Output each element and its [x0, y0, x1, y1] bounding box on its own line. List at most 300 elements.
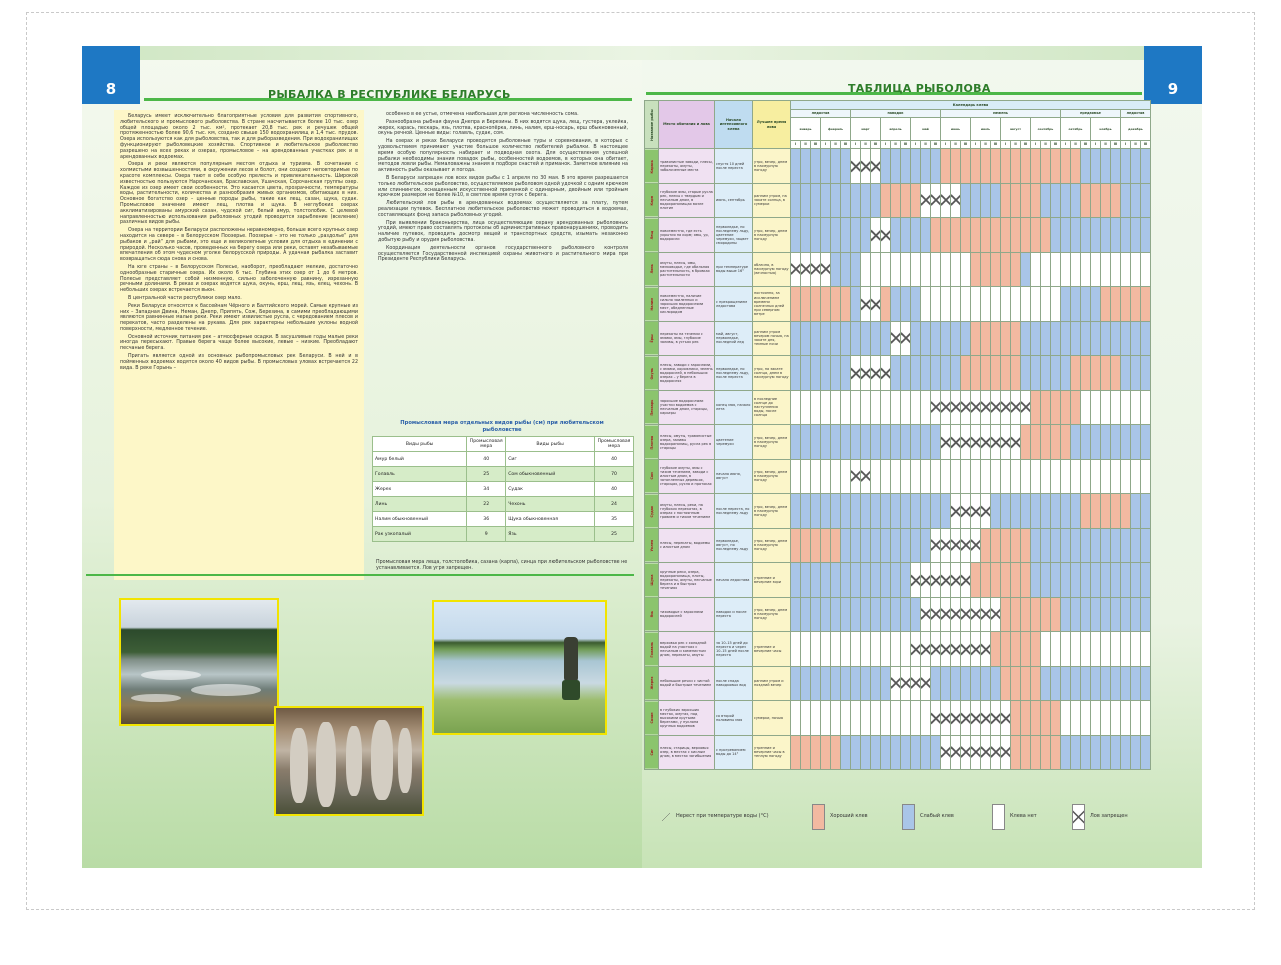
decade-header: II [891, 141, 901, 149]
bite-cell [1081, 666, 1091, 701]
bite-cell [901, 701, 911, 736]
bite-cell [1021, 390, 1031, 425]
bite-cell [1101, 735, 1111, 770]
bite-cell [931, 321, 941, 356]
decade-header: II [981, 141, 991, 149]
bite-cell [1121, 597, 1131, 632]
bite-cell [871, 597, 881, 632]
bite-cell [841, 494, 851, 529]
bite-cell [1021, 701, 1031, 736]
bite-cell [931, 494, 941, 529]
table-row [645, 666, 1151, 701]
bite-cell [1081, 183, 1091, 218]
bite-cell [961, 287, 971, 322]
bite-cell [1091, 494, 1101, 529]
bite-cell [911, 597, 921, 632]
bite-cell [811, 735, 821, 770]
decade-header: I [1091, 141, 1101, 149]
bite-cell [861, 252, 871, 287]
right-top-band [642, 46, 1202, 60]
size-cell: 40 [595, 482, 634, 497]
habitat-cell: омуты, плесы, реки, на глубоких перекатах, в озерах с постоянным гравием и тихим течением [659, 494, 715, 529]
best-time-cell: утро, вечер, днем в пасмурную погоду [753, 597, 791, 632]
bite-cell [851, 252, 861, 287]
bite-cell [1141, 425, 1151, 460]
decade-header: III [1141, 141, 1151, 149]
bite-cell [981, 701, 991, 736]
bite-cell [1051, 287, 1061, 322]
decade-header: III [841, 141, 851, 149]
size-cell: 9 [467, 527, 506, 542]
decade-header: II [831, 141, 841, 149]
bite-cell [931, 183, 941, 218]
bite-cell [831, 632, 841, 667]
bite-cell [1021, 597, 1031, 632]
month-header: март [851, 118, 881, 141]
table-row [645, 321, 1151, 356]
bite-cell [991, 597, 1001, 632]
bite-cell [1031, 459, 1041, 494]
species-cell: Линь [373, 497, 467, 512]
bite-cell [1011, 425, 1021, 460]
fish-name: Ёрш [645, 321, 659, 356]
bite-cell [861, 287, 871, 322]
bite-cell [941, 597, 951, 632]
bite-cell [901, 149, 911, 184]
bite-cell [971, 701, 981, 736]
bite-cell [871, 563, 881, 598]
bite-cell [1111, 735, 1121, 770]
bite-cell [1021, 218, 1031, 253]
bite-cell [971, 563, 981, 598]
table-row [645, 252, 1151, 287]
bite-cell [871, 321, 881, 356]
bite-cell [1041, 563, 1051, 598]
bite-cell [1061, 459, 1071, 494]
bite-cell [1011, 528, 1021, 563]
bite-start-cell: с прекращением ледостава [715, 287, 753, 322]
bite-cell [831, 218, 841, 253]
bite-cell [1131, 494, 1141, 529]
sizes-table-title: Промысловая мера отдельных видов рыбы (см) при любительском рыболовстве [400, 420, 604, 433]
bite-cell [941, 218, 951, 253]
bite-cell [1081, 494, 1091, 529]
bite-cell [1021, 149, 1031, 184]
river-rapids-photo [119, 598, 279, 726]
habitat-cell: повсеместно, наличие сильно заиленных и заросших водорослями мест, обедненные кислородом [659, 287, 715, 322]
bite-cell [961, 666, 971, 701]
bite-cell [1001, 321, 1011, 356]
bite-cell [1001, 390, 1011, 425]
bite-cell [951, 149, 961, 184]
bite-cell [891, 459, 901, 494]
bite-cell [1051, 149, 1061, 184]
bite-cell [801, 459, 811, 494]
bite-cell [1101, 459, 1111, 494]
bite-cell [831, 494, 841, 529]
column-header: Виды рыбы [506, 437, 595, 452]
decade-header: III [901, 141, 911, 149]
decade-header: II [1131, 141, 1141, 149]
bite-cell [1131, 735, 1141, 770]
bite-cell [901, 563, 911, 598]
bite-cell [891, 597, 901, 632]
bite-cell [1031, 149, 1041, 184]
bite-cell [1141, 356, 1151, 391]
bite-cell [961, 390, 971, 425]
bite-cell [961, 218, 971, 253]
bite-cell [1141, 494, 1151, 529]
table-row [645, 218, 1151, 253]
bite-cell [861, 735, 871, 770]
species-cell: Сом обыкновенный [506, 467, 595, 482]
bite-cell [1031, 356, 1041, 391]
habitat-cell: плесы, перекаты, водоемы с илистым дном [659, 528, 715, 563]
bite-cell [991, 459, 1001, 494]
bite-cell [1051, 425, 1061, 460]
bite-cell [821, 735, 831, 770]
bite-cell [991, 425, 1001, 460]
bite-cell [1121, 218, 1131, 253]
bite-cell [821, 494, 831, 529]
best-time-cell: утро, вечер, днем в пасмурную погоду [753, 459, 791, 494]
bite-cell [1101, 183, 1111, 218]
bite-cell [991, 183, 1001, 218]
bite-cell [831, 356, 841, 391]
bite-cell [871, 149, 881, 184]
bite-cell [901, 287, 911, 322]
bite-cell [981, 494, 991, 529]
bite-cell [1111, 597, 1121, 632]
decade-header: III [1021, 141, 1031, 149]
bite-cell [811, 597, 821, 632]
decade-header: I [1031, 141, 1041, 149]
best-time-cell: утро, вечер, днем в пасмурную погоду [753, 218, 791, 253]
bite-cell [791, 701, 801, 736]
bite-cell [851, 218, 861, 253]
bite-cell [911, 494, 921, 529]
bite-cell [901, 252, 911, 287]
bite-cell [1121, 735, 1131, 770]
bite-cell [961, 701, 971, 736]
best-time-cell: ранним утром вечером ночью, на закате дня, темные ночи [753, 321, 791, 356]
habitat-cell: крупные реки, озера, водохранилища, плоты, перекаты, омуты, песчаные берега и в быстрых течениях [659, 563, 715, 598]
bite-start-cell: спустя 10 дней после нереста [715, 149, 753, 184]
species-cell: Судак [506, 482, 595, 497]
best-time-cell: утро, вечер, днем в пасмурную погоду [753, 149, 791, 184]
table-row [373, 482, 634, 497]
bite-cell [971, 528, 981, 563]
bite-cell [881, 252, 891, 287]
bite-start-cell: за 10–15 дней до нереста и через 10–15 дней после нереста [715, 632, 753, 667]
bite-cell [1081, 735, 1091, 770]
bite-cell [1051, 563, 1061, 598]
bite-cell [791, 218, 801, 253]
bite-cell [1131, 321, 1141, 356]
bite-cell [1081, 218, 1091, 253]
bite-cell [1001, 563, 1011, 598]
intro-column [114, 110, 364, 580]
bite-cell [971, 390, 981, 425]
bite-cell [1011, 459, 1021, 494]
bite-cell [1041, 701, 1051, 736]
bite-cell [881, 390, 891, 425]
bite-cell [791, 183, 801, 218]
bite-cell [821, 632, 831, 667]
bite-cell [1111, 390, 1121, 425]
bite-cell [1131, 632, 1141, 667]
bite-cell [981, 218, 991, 253]
bite-cell [811, 459, 821, 494]
bite-cell [801, 701, 811, 736]
bite-cell [911, 666, 921, 701]
bite-cell [1121, 390, 1131, 425]
bite-cell [1131, 425, 1141, 460]
banned-cross-swatch [1072, 804, 1085, 830]
bite-cell [991, 563, 1001, 598]
bite-cell [1001, 666, 1011, 701]
fish-name: Язь [645, 597, 659, 632]
bite-cell [861, 183, 871, 218]
bite-cell [871, 494, 881, 529]
bite-cell [1041, 390, 1051, 425]
bite-cell [861, 494, 871, 529]
bite-cell [881, 701, 891, 736]
bite-cell [861, 425, 871, 460]
bite-cell [811, 321, 821, 356]
bite-cell [851, 528, 861, 563]
fish-size-table [372, 436, 634, 542]
bite-cell [1011, 252, 1021, 287]
bite-cell [861, 632, 871, 667]
bite-cell [791, 666, 801, 701]
place-header: Место обитания и лова [659, 101, 715, 149]
best-time-cell: утренние и вечерние часы в теплую погоду [753, 735, 791, 770]
bite-cell [971, 321, 981, 356]
species-cell: Щука обыкновенная [506, 512, 595, 527]
bite-cell [921, 597, 931, 632]
bite-cell [1011, 494, 1021, 529]
paragraph: На озерах и реках Беларуси проводятся рыболовные туры и соревнования, в которых с удовольствием принимают участие большое количество любителей рыбалки. В настоящее время особую популярность набирает и подводная охота. Для осуществления успешной рыбалки необходимы знания повадок рыбы, особенностей водоемов, в которых она обитает, методов ловли рыбы. Немаловажны знания в подборе снастей и приманок. Заметное влияние на активность рыбы оказывает и погода. [378, 139, 628, 174]
bite-cell [881, 218, 891, 253]
bite-cell [1111, 183, 1121, 218]
column-header: Промысловая мера [467, 437, 506, 452]
bite-cell [861, 390, 871, 425]
best-time-cell: утро, вечер, днем в пасмурную погоду [753, 494, 791, 529]
bite-cell [1071, 390, 1081, 425]
bite-cell [1011, 218, 1021, 253]
left-page [82, 46, 642, 868]
bite-cell [981, 183, 991, 218]
bite-cell [1041, 287, 1051, 322]
month-header: июль [971, 118, 1001, 141]
bite-cell [1141, 390, 1151, 425]
season-header: межень [941, 110, 1061, 118]
best-time-cell: утро, на закате солнца, днем в пасмурную погоду [753, 356, 791, 391]
bite-cell [1081, 597, 1091, 632]
bite-cell [921, 494, 931, 529]
bite-cell [1011, 597, 1021, 632]
bite-cell [941, 666, 951, 701]
bite-cell [1111, 528, 1121, 563]
bite-cell [891, 390, 901, 425]
bite-cell [811, 287, 821, 322]
bite-cell [1081, 252, 1091, 287]
bite-cell [811, 218, 821, 253]
bite-cell [1041, 218, 1051, 253]
decade-header: I [1001, 141, 1011, 149]
bite-cell [801, 597, 811, 632]
paragraph: В центральной части республики озер мало. [128, 295, 242, 301]
bite-cell [1121, 287, 1131, 322]
bite-cell [841, 287, 851, 322]
bite-cell [1111, 701, 1121, 736]
bite-cell [1071, 632, 1081, 667]
bite-cell [851, 425, 861, 460]
bite-cell [911, 528, 921, 563]
bite-cell [971, 218, 981, 253]
bite-cell [801, 735, 811, 770]
bite-cell [1101, 632, 1111, 667]
bite-cell [921, 528, 931, 563]
bite-cell [941, 149, 951, 184]
bite-cell [861, 563, 871, 598]
bite-cell [811, 632, 821, 667]
bite-cell [901, 597, 911, 632]
bite-cell [1031, 528, 1041, 563]
bite-cell [1101, 494, 1111, 529]
bite-cell [921, 149, 931, 184]
bite-cell [821, 425, 831, 460]
month-header: октябрь [1061, 118, 1091, 141]
bite-cell [961, 356, 971, 391]
paragraph: Пригать является одной из основных рыбопромысловых рек Беларуси. В ней и в пойменных водоемах водятся около 40 видов рыбы. В промысловых уловах встречается 22 вида. В реке Горынь – [120, 354, 358, 371]
bite-cell [951, 287, 961, 322]
bite-cell [1141, 459, 1151, 494]
fish-catch-photo [274, 706, 424, 816]
bite-cell [1131, 218, 1141, 253]
bite-cell [911, 701, 921, 736]
bite-cell [921, 701, 931, 736]
bite-cell [1101, 149, 1111, 184]
bite-cell [1081, 701, 1091, 736]
bite-cell [1131, 563, 1141, 598]
bite-cell [811, 666, 821, 701]
best-time-cell: утро, вечер, днем в пасмурную погоду [753, 425, 791, 460]
bite-cell [961, 494, 971, 529]
bite-cell [1091, 563, 1101, 598]
bite-cell [841, 252, 851, 287]
bite-cell [1091, 425, 1101, 460]
bite-cell [841, 563, 851, 598]
bite-cell [941, 563, 951, 598]
bite-cell [821, 218, 831, 253]
bite-cell [891, 425, 901, 460]
bite-cell [1101, 666, 1111, 701]
bite-cell [1021, 459, 1031, 494]
left-page-number: 8 [82, 46, 140, 104]
bite-cell [1051, 459, 1061, 494]
bite-cell [801, 425, 811, 460]
bite-cell [1041, 356, 1051, 391]
bite-cell [841, 597, 851, 632]
bite-cell [1051, 666, 1061, 701]
weak-bite-swatch [902, 804, 915, 830]
fish-name: Пескарь [645, 390, 659, 425]
bite-cell [861, 459, 871, 494]
bite-cell [1091, 701, 1101, 736]
bite-cell [821, 149, 831, 184]
bite-cell [911, 321, 921, 356]
bite-cell [1061, 528, 1071, 563]
bite-cell [941, 356, 951, 391]
bite-cell [851, 321, 861, 356]
bite-cell [1001, 494, 1011, 529]
bite-cell [1001, 218, 1011, 253]
bite-cell [891, 701, 901, 736]
bite-cell [881, 356, 891, 391]
bite-cell [1001, 459, 1011, 494]
bite-cell [901, 390, 911, 425]
bite-cell [951, 252, 961, 287]
bite-cell [981, 563, 991, 598]
bite-cell [1041, 321, 1051, 356]
bite-cell [1081, 459, 1091, 494]
bite-cell [801, 563, 811, 598]
bite-cell [821, 563, 831, 598]
bite-cell [1131, 183, 1141, 218]
bite-cell [1021, 321, 1031, 356]
bite-cell [1011, 183, 1021, 218]
bite-cell [911, 459, 921, 494]
bite-cell [991, 356, 1001, 391]
bite-cell [821, 701, 831, 736]
table-row [645, 287, 1151, 322]
bite-cell [1061, 390, 1071, 425]
best-time-cell: постоянно, за исключением времени солнечных дней при северном ветре [753, 287, 791, 322]
bite-cell [891, 321, 901, 356]
bite-cell [1071, 666, 1081, 701]
bite-cell [931, 425, 941, 460]
bite-cell [1081, 356, 1091, 391]
bite-cell [901, 425, 911, 460]
bite-cell [1031, 701, 1041, 736]
bite-cell [931, 356, 941, 391]
bite-cell [961, 735, 971, 770]
bite-cell [1041, 252, 1051, 287]
bite-cell [871, 218, 881, 253]
bite-cell [1001, 632, 1011, 667]
decade-header: II [1101, 141, 1111, 149]
bite-cell [981, 425, 991, 460]
bite-cell [971, 356, 981, 391]
bite-cell [1051, 183, 1061, 218]
month-header: сентябрь [1031, 118, 1061, 141]
decade-header: I [791, 141, 801, 149]
bite-cell [991, 218, 1001, 253]
bite-cell [1071, 183, 1081, 218]
bite-cell [791, 149, 801, 184]
bite-cell [1011, 287, 1021, 322]
bite-cell [991, 701, 1001, 736]
bite-cell [1011, 321, 1021, 356]
bite-cell [1141, 666, 1151, 701]
bite-cell [1101, 597, 1111, 632]
fish-name: Уклея [645, 528, 659, 563]
size-cell: 70 [595, 467, 634, 482]
decade-header: I [1121, 141, 1131, 149]
bite-cell [841, 528, 851, 563]
